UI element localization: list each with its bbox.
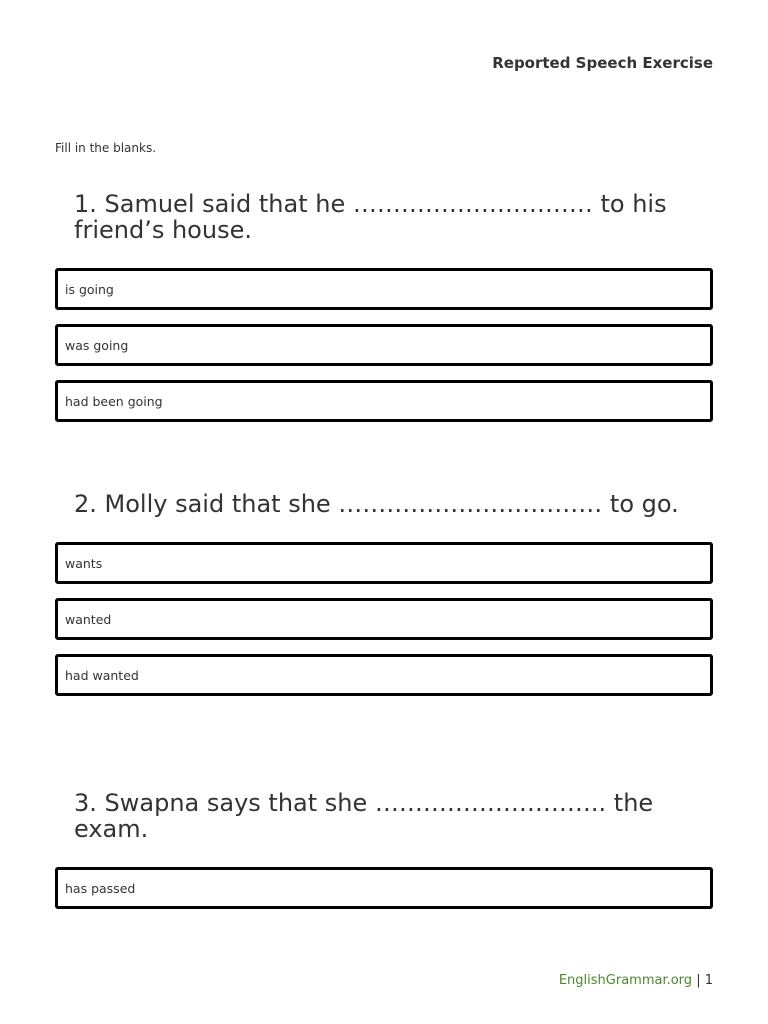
question-3 [55,790,713,923]
option-wanted[interactable]: wanted [55,598,713,640]
question-1-options [55,268,713,422]
page-footer [559,973,713,988]
page-number: 1 [704,973,713,988]
question-1 [55,191,713,436]
option-wants[interactable]: wants [55,542,713,584]
option-has-passed[interactable]: has passed [55,867,713,909]
question-2-text: 2. Molly said that she …………………………… to go. [74,490,679,518]
question-1-text: 1. Samuel said that he ………………………… to his friend’s house. [74,190,667,244]
footer-separator: | [692,973,705,988]
instructions-text: Fill in the blanks. [55,141,157,155]
question-2 [55,491,713,710]
option-is-going[interactable]: is going [55,268,713,310]
footer-site-link[interactable]: EnglishGrammar.org [558,973,693,988]
question-2-options [55,542,713,696]
option-was-going[interactable]: was going [55,324,713,366]
question-3-options [55,867,713,909]
option-had-wanted[interactable]: had wanted [55,654,713,696]
page-header-title: Reported Speech Exercise [492,54,713,72]
option-had-been-going[interactable]: had been going [55,380,713,422]
question-3-text: 3. Swapna says that she ……………………….. the exam. [74,789,654,843]
